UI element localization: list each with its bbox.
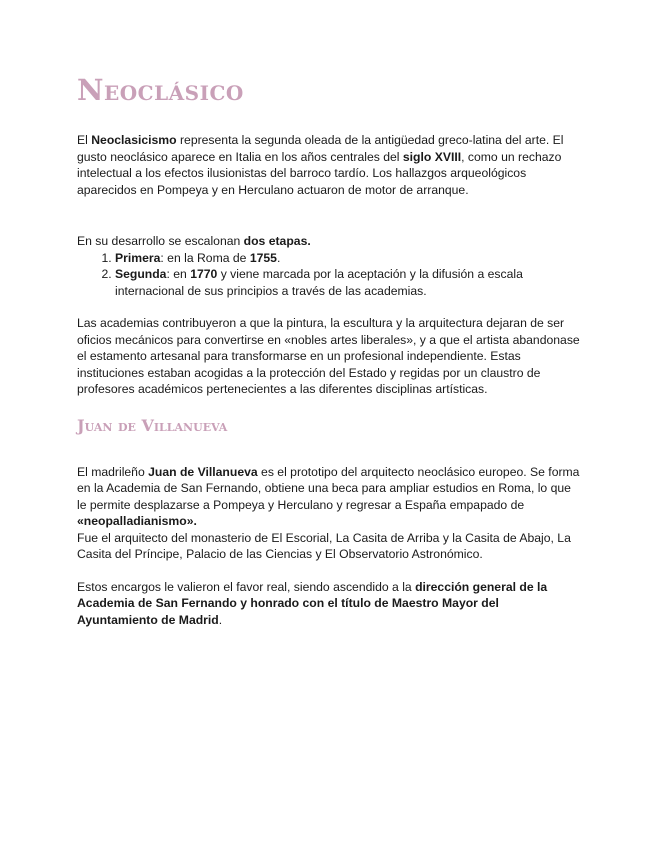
etapas-section <box>77 233 582 299</box>
etapas-intro <box>77 233 582 250</box>
intro-text-3: , como un rechazo intelectual a los efectos ilusionistas del barroco tardío. Los hallazgos arqueológicos aparecidos en Pompeya y en Herculano actuaron de motor de arranque. <box>77 149 562 197</box>
etapas-bold: dos etapas. <box>243 234 311 248</box>
v1-text-2: es el prototipo del arquitecto neoclásico europeo. Se forma en la Academia de San Fernando, obtiene una beca para ampliar estudios en Roma, lo que le permite desplazarse a Pompeya y Herculano y regresar a España empapado de <box>77 464 580 512</box>
v1-text-3: Fue el arquitecto del monasterio de El Escorial, La Casita de Arriba y la Casita de Abajo, La Casita del Príncipe, Palacio de las Ciencias y El Observatorio Astronómico. <box>77 530 571 561</box>
document-page <box>77 72 582 628</box>
etapa-year: 1770 <box>190 267 218 281</box>
intro-bold-neoclasicismo: Neoclasicismo <box>91 133 177 147</box>
etapas-text: En su desarrollo se escalonan <box>77 234 244 248</box>
v2-text-1: Estos encargos le valieron el favor real, siendo ascendido a la <box>77 579 416 594</box>
etapa-label: Segunda <box>115 267 167 281</box>
etapa-label: Primera <box>115 250 161 265</box>
v1-bold-neopalladianismo: «neopalladianismo». <box>77 514 197 528</box>
intro-paragraph <box>77 132 582 198</box>
villanueva-paragraph-1 <box>77 464 582 563</box>
etapa-text-end: y viene marcada por la aceptación y la difusión a escala internacional de sus principios a través de las academias. <box>115 267 523 298</box>
list-item <box>115 250 582 267</box>
intro-bold-siglo: siglo XVIII <box>402 149 462 164</box>
section-title-villanueva: Juan de Villanueva <box>77 415 228 435</box>
etapa-text-end: . <box>276 250 281 265</box>
list-item <box>115 266 582 299</box>
villanueva-paragraph-2 <box>77 579 582 629</box>
academias-paragraph: Las academias contribuyeron a que la pintura, la escultura y la arquitectura dejaran de ser oficios mecánicos para convertirse en «nobles artes liberales», y a que el artista abandonase el estamento artesanal para transformarse en un profesional independiente. Estas instituciones estaban acogidas a la protección del Estado y regidas por un claustro de profesores académicos pertenecientes a las diferentes disciplinas artísticas. <box>77 316 580 396</box>
etapas-list <box>77 250 582 300</box>
v1-bold-name: Juan de Villanueva <box>148 464 258 479</box>
v1-text-1: El madrileño <box>77 464 149 479</box>
etapa-text: : en la Roma de <box>160 250 250 265</box>
intro-text-1: El <box>77 133 92 147</box>
etapa-year: 1755 <box>249 250 277 265</box>
etapa-text: : en <box>166 267 191 281</box>
page-title: Neoclásico <box>77 73 244 107</box>
v2-bold-direccion: dirección general de la Academia de San Fernando y honrado con el título de Maestro Mayor del Ayuntamiento de Madrid <box>77 579 548 627</box>
v2-text-2: . <box>218 612 223 627</box>
intro-text-2: representa la segunda oleada de la antigüedad greco-latina del arte. El gusto neoclásico aparece en Italia en los años centrales del <box>77 133 564 164</box>
